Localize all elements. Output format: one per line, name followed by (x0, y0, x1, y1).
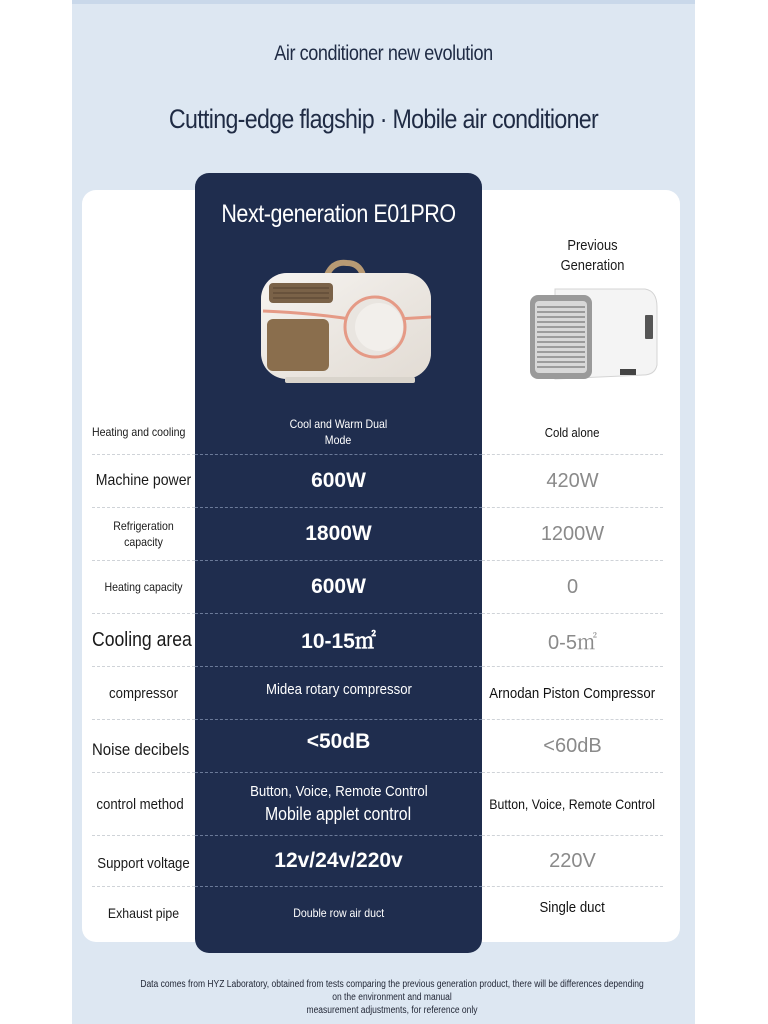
portable-ac-e01pro-image (255, 257, 435, 387)
top-strip (72, 0, 695, 4)
page-subtitle: Air conditioner new evolution (274, 42, 493, 65)
old-value: Cold alone (545, 424, 600, 440)
old-value: Arnodan Piston Compressor (489, 684, 656, 702)
row-control-method (92, 773, 663, 835)
new-value-line1: Button, Voice, Remote Control (249, 783, 428, 800)
previous-title-line2: Generation (560, 257, 625, 274)
row-label: Heating capacity (104, 580, 183, 594)
new-value: Midea rotary compressor (265, 681, 412, 698)
new-value: 1800W (305, 522, 372, 545)
new-value (195, 410, 482, 454)
footer-line2: measurement adjustments, for reference only (306, 1005, 478, 1016)
row-label (98, 508, 189, 560)
old-value: 1200W (540, 522, 605, 545)
row-label: Machine power (95, 472, 192, 489)
row-machine-power (92, 455, 663, 507)
new-value: 12v/24v/220v (274, 849, 403, 872)
previous-gen-ac-image (525, 285, 660, 385)
row-cooling-area (92, 614, 663, 666)
new-value-line2: Mobile applet control (265, 804, 412, 824)
new-generation-title: Next-generation E01PRO (221, 200, 456, 228)
footer-line1: Data comes from HYZ Laboratory, obtained from tests comparing the previous generation product, there will be differences depending on the environment and manual (140, 979, 644, 1003)
old-value: 220V (549, 849, 596, 872)
row-label-line2: capacity (124, 535, 163, 549)
new-value: Double row air duct (293, 906, 384, 920)
old-value: 0 (566, 575, 579, 598)
new-value: 10-15㎡ (301, 630, 376, 653)
row-label: Exhaust pipe (107, 905, 180, 921)
new-value: <50dB (306, 730, 371, 753)
row-label: Heating and cooling (92, 425, 186, 439)
row-label: Support voltage (97, 854, 190, 872)
row-label: Noise decibels (92, 740, 190, 759)
new-value (195, 773, 482, 835)
row-exhaust-pipe (92, 887, 663, 939)
old-value: Button, Voice, Remote Control (489, 796, 656, 812)
old-value: 0-5㎡ (548, 631, 597, 654)
row-support-voltage (92, 836, 663, 886)
row-heating-cooling (92, 410, 663, 454)
row-label: control method (96, 795, 184, 813)
row-label-line1: Refrigeration (113, 519, 174, 533)
old-value: Single duct (539, 899, 606, 916)
row-label: Cooling area (92, 628, 192, 651)
footer-disclaimer (137, 978, 647, 1017)
old-value: 420W (546, 469, 599, 492)
old-value: <60dB (543, 734, 602, 757)
new-value: 600W (311, 469, 366, 492)
new-value: 600W (311, 575, 366, 598)
new-value-line2: Mode (325, 433, 352, 447)
row-heating-capacity (92, 561, 663, 613)
row-compressor (92, 667, 663, 719)
row-label: compressor (109, 684, 178, 702)
previous-title-line1: Previous (567, 237, 618, 254)
page-title: Cutting-edge flagship · Mobile air conditioner (168, 104, 599, 134)
row-refrigeration-capacity (92, 508, 663, 560)
row-noise-decibels (92, 720, 663, 772)
previous-generation-title (530, 236, 655, 276)
new-value-line1: Cool and Warm Dual (289, 417, 388, 431)
